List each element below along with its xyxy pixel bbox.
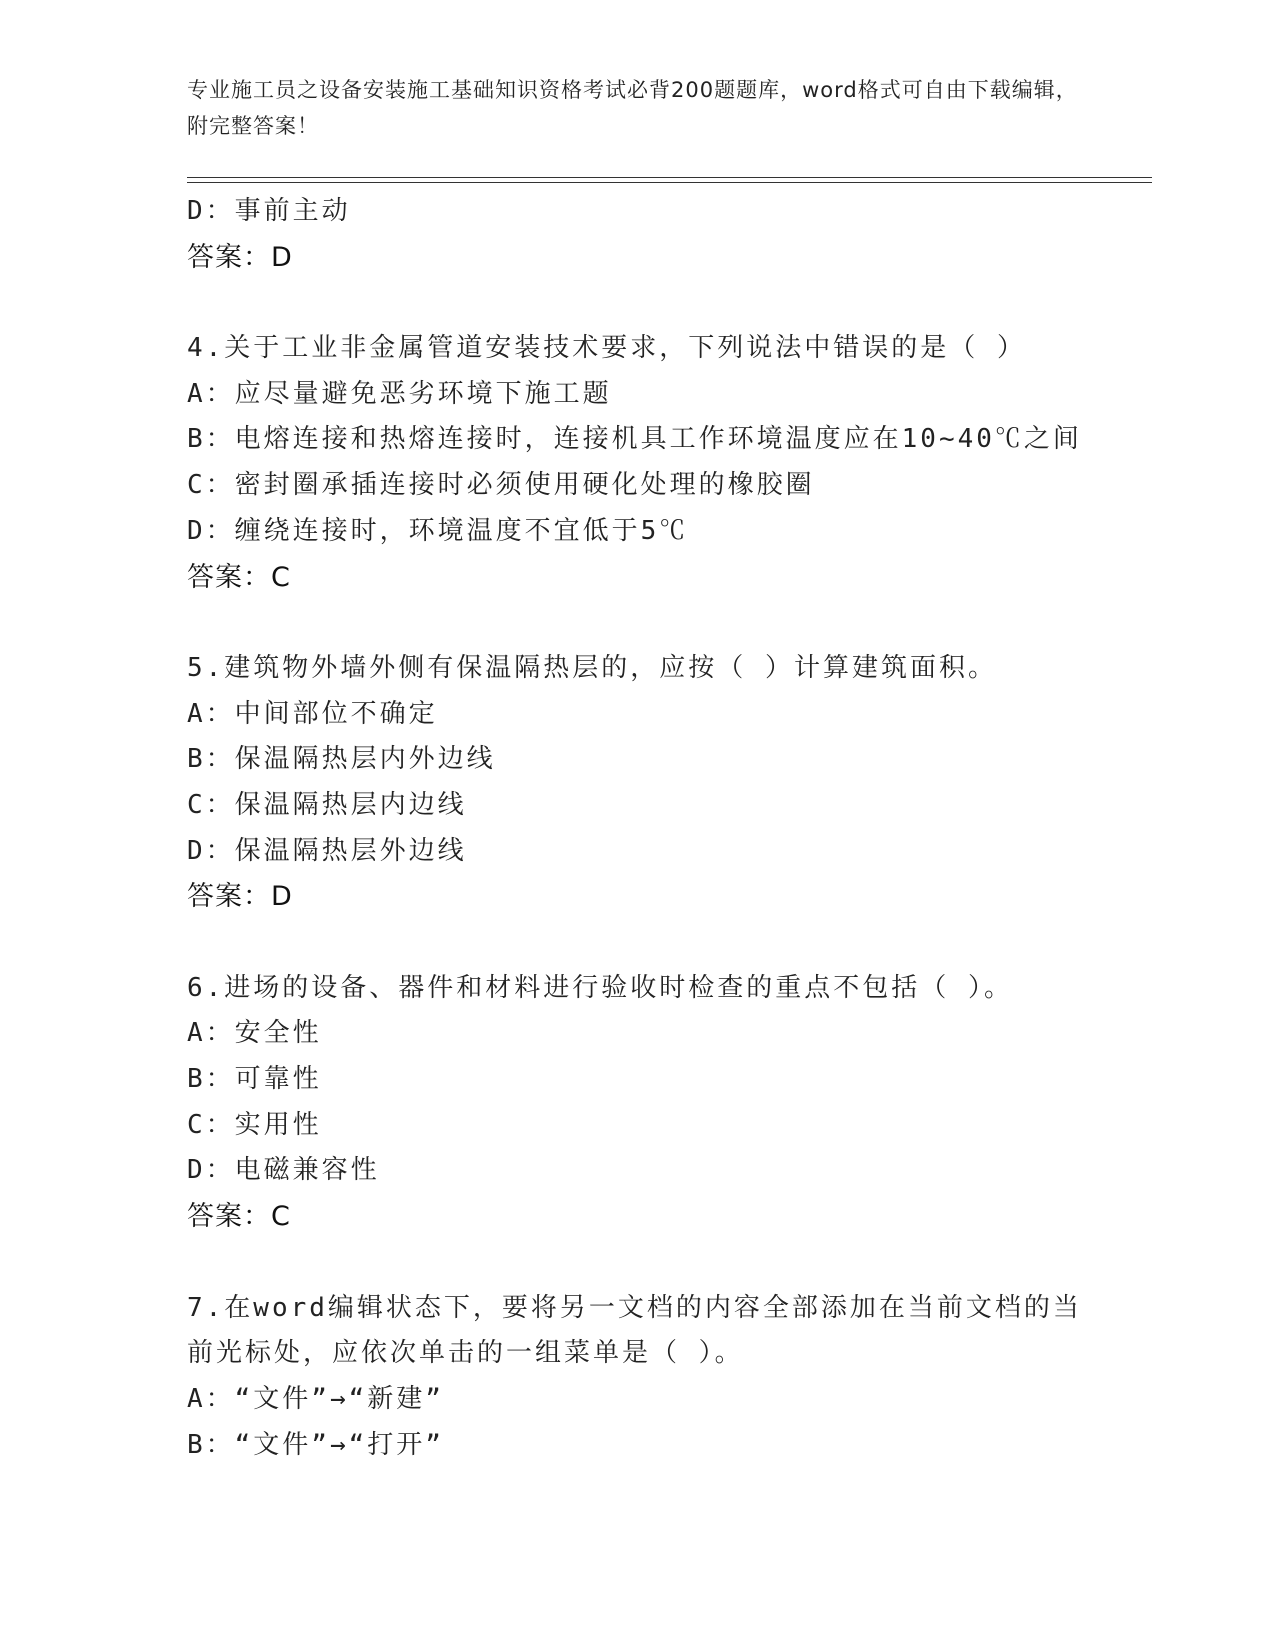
blank-line	[187, 600, 1087, 646]
answer-text: 答案：C	[187, 1201, 291, 1233]
blank-line	[187, 280, 1087, 326]
option-text: A：应尽量避免恶劣环境下施工题	[187, 378, 612, 409]
option-text: B：保温隔热层内外边线	[187, 744, 496, 775]
answer-text: 答案：D	[187, 241, 293, 273]
header-rule-bottom	[187, 182, 1152, 183]
blank-line	[187, 1240, 1087, 1286]
question-text: 前光标处，应依次单击的一组菜单是（ ）。	[187, 1338, 744, 1369]
answer-text: 答案：D	[187, 881, 293, 913]
option-text: A：“文件”→“新建”	[187, 1383, 444, 1414]
option-text: B：“文件”→“打开”	[187, 1429, 444, 1460]
option-text: D：保温隔热层外边线	[187, 835, 467, 866]
header-rule-top	[187, 177, 1152, 178]
option-text: B：电熔连接和热熔连接时，连接机具工作环境温度应在10~40℃之间	[187, 424, 1082, 455]
option-text: A：中间部位不确定	[187, 698, 438, 729]
question-text: 5.建筑物外墙外侧有保温隔热层的，应按（ ）计算建筑面积。	[187, 652, 997, 683]
question-text: 7.在word编辑状态下，要将另一文档的内容全部添加在当前文档的当	[187, 1292, 1082, 1323]
option-text: D：电磁兼容性	[187, 1155, 380, 1186]
page-header: 专业施工员之设备安装施工基础知识资格考试必背200题题库，word格式可自由下载编辑，附完整答案！	[187, 78, 1078, 138]
question-text: 4.关于工业非金属管道安装技术要求，下列说法中错误的是（ ）	[187, 333, 1026, 364]
question-text: 6.进场的设备、器件和材料进行验收时检查的重点不包括（ ）。	[187, 972, 1013, 1003]
option-text: C：实用性	[187, 1109, 322, 1140]
option-text: C：保温隔热层内边线	[187, 789, 467, 820]
blank-line	[187, 920, 1087, 966]
option-text: A：安全性	[187, 1018, 322, 1049]
option-text: D：事前主动	[187, 196, 351, 226]
option-text: C：密封圈承插连接时必须使用硬化处理的橡胶圈	[187, 470, 815, 501]
question-list	[187, 189, 1087, 1468]
answer-text: 答案：C	[187, 561, 291, 593]
option-text: D：缠绕连接时，环境温度不宜低于5℃	[187, 515, 689, 546]
option-text: B：可靠性	[187, 1064, 322, 1095]
